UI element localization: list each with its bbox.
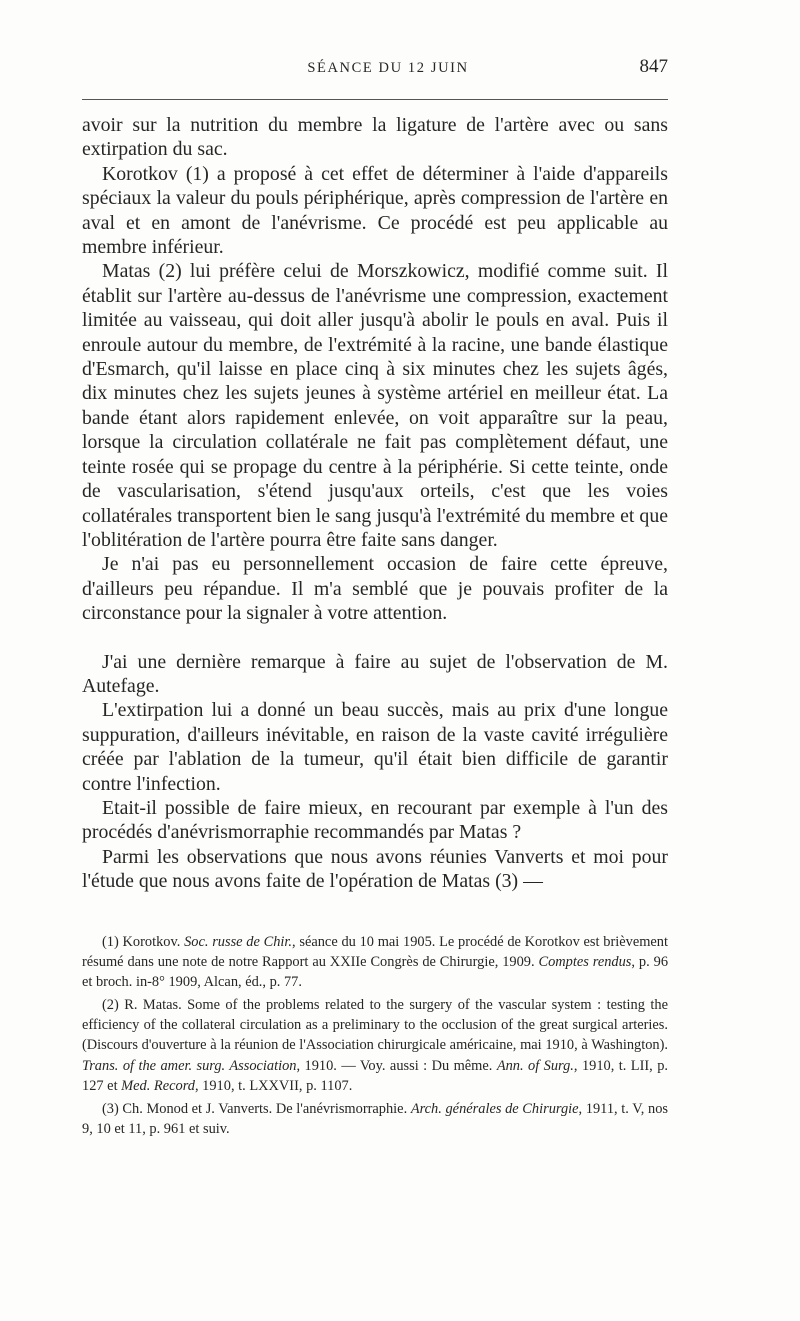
paragraph-1: avoir sur la nutrition du membre la ligature de l'artère avec ou sans extirpation du sac.	[82, 114, 668, 161]
running-head: SÉANCE DU 12 JUIN	[307, 60, 469, 76]
footnote-3	[82, 1099, 668, 1139]
page-number: 847	[639, 56, 668, 77]
footnote-2-part-e: , 1910, t. LII, p. 127 et	[82, 1057, 669, 1094]
footnote-2-journal: Trans. of the amer. surg. Association	[82, 1057, 297, 1074]
footnote-2-part-a: (2) R. Matas. Some of the problems related to the surgery of the vascular system : testing the efficiency of the collateral circulation as a preliminary to the occlusion of the great surgical arteries. (Discours d'ouverture à la réunion de l'Association chirurgicale américaine, mai 1910, à Washington).	[82, 997, 668, 1054]
paragraph-2: Korotkov (1) a proposé à cet effet de déterminer à l'aide d'appareils spéciaux la valeur du pouls périphérique, après compression de l'artère en aval et en amont de l'anévrisme. Ce procédé est peu applicable au membre inférieur.	[82, 162, 668, 259]
page-header	[82, 56, 668, 86]
paragraph-4: Je n'ai pas eu personnellement occasion de faire cette épreuve, d'ailleurs peu répandue. Il m'a semblé que je pouvais profiter de la circonstance pour la signaler à votre attention.	[82, 553, 668, 625]
paragraph-6: L'extirpation lui a donné un beau succès, mais au prix d'une longue suppuration, d'ailleurs inévitable, en raison de la vaste cavité irrégulière créée par l'ablation de la tumeur, qu'il était bien difficile de garantir contre l'infection.	[82, 699, 668, 795]
header-rule	[82, 99, 668, 100]
footnote-3-part-c: , 1911, t. V, nos 9, 10 et 11, p. 961 et suiv.	[82, 1100, 669, 1137]
footnote-1-part-c: , séance du 10 mai 1905. Le procédé de Korotkov est brièvement résumé dans une note de notre Rapport au XXIIe Congrès de Chirurgie, 1909.	[82, 934, 668, 971]
footnote-3-journal: Arch. générales de Chirurgie	[410, 1100, 579, 1117]
body-text	[82, 113, 668, 894]
footnote-2-journal-3: Med. Record	[121, 1077, 195, 1094]
paragraph-5: J'ai une dernière remarque à faire au sujet de l'observation de M. Autefage.	[82, 650, 668, 697]
footnotes	[82, 932, 668, 1139]
footnote-2-part-c: , 1910. — Voy. aussi : Du même.	[296, 1057, 497, 1074]
footnote-1-part-e: , p. 96 et broch. in-8° 1909, Alcan, éd., p. 77.	[82, 954, 669, 991]
paragraph-3: Matas (2) lui préfère celui de Morszkowicz, modifié comme suit. Il établit sur l'artère au-dessus de l'anévrisme une compression, exactement limitée au vaisseau, qui doit aller jusqu'à abolir le pouls en aval. Puis il enroule autour du membre, de l'extrémité à la racine, une bande élastique d'Esmarch, qu'il laisse en place cinq à six minutes chez les sujets âgés, dix minutes chez les sujets jeunes à système artériel en meilleur état. La bande étant alors rapidement enlevée, on voit apparaître sur la peau, lorsque la circulation collatérale ne fait pas complètement défaut, une teinte rosée qui se propage du centre à la périphérie. Si cette teinte, onde de vascularisation, s'étend jusqu'aux orteils, c'est que les voies collatérales transportent bien le sang jusqu'à l'extrémité du membre et que l'oblitération de l'artère pourra être faite sans danger.	[82, 260, 668, 551]
footnote-1-journal-2: Comptes rendus	[538, 954, 632, 971]
footnote-1-part-a: (1) Korotkov.	[102, 934, 185, 950]
footnote-3-part-a: (3) Ch. Monod et J. Vanverts. De l'anévrismorraphie.	[102, 1100, 411, 1117]
footnote-1-journal: Soc. russe de Chir.	[184, 934, 293, 950]
footnote-2	[82, 995, 668, 1095]
footnote-2-journal-2: Ann. of Surg.	[496, 1057, 574, 1074]
paragraph-8: Parmi les observations que nous avons réunies Vanverts et moi pour l'étude que nous avons faite de l'opération de Matas (3) —	[82, 845, 668, 893]
footnote-2-part-g: , 1910, t. LXXVII, p. 1107.	[194, 1077, 353, 1094]
footnote-1	[82, 932, 668, 992]
paragraph-7: Etait-il possible de faire mieux, en recourant par exemple à l'un des procédés d'anévrismorraphie recommandés par Matas ?	[82, 796, 668, 844]
